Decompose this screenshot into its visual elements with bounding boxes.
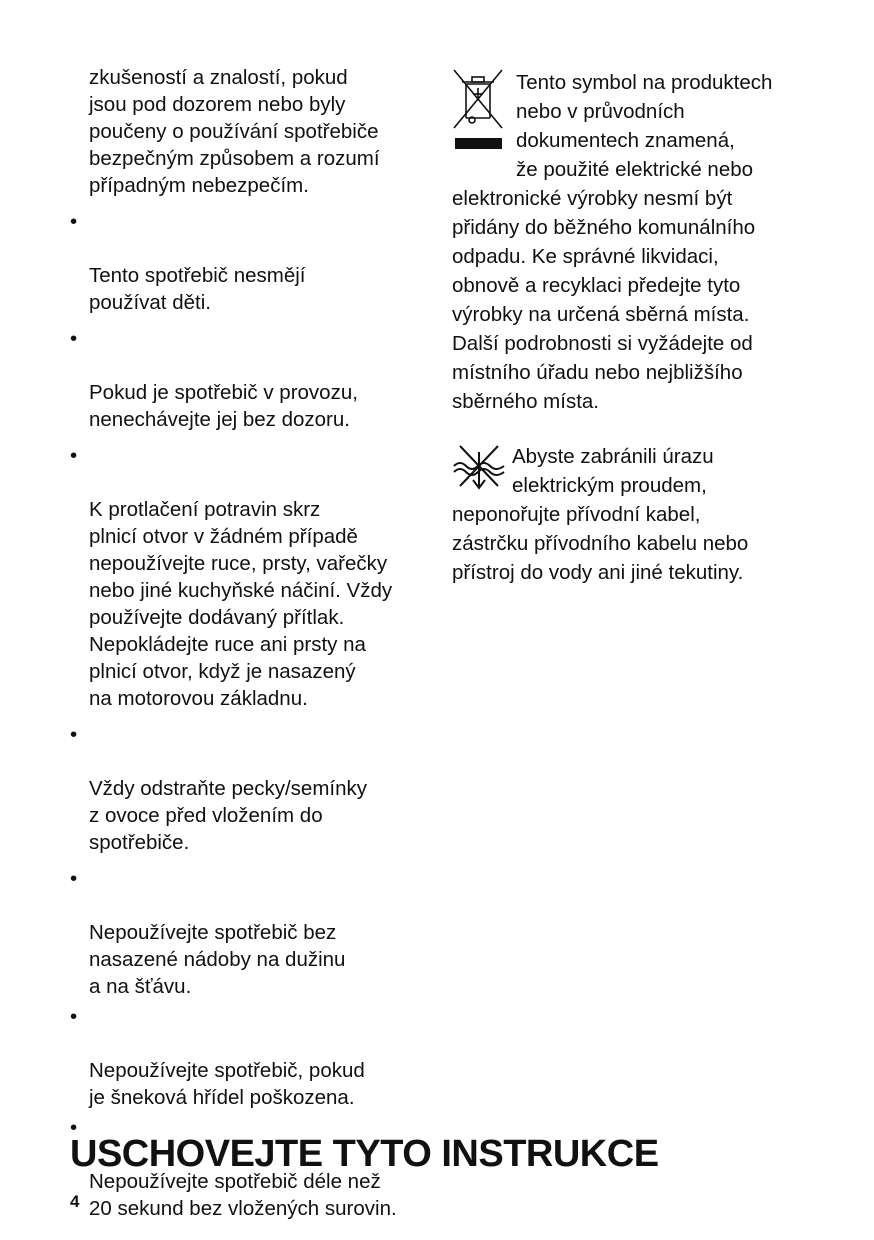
bullet-text: Nepoužívejte spotřebič, pokud je šneková hřídel poškozena. bbox=[89, 1059, 365, 1109]
no-immersion-electric-shock-icon bbox=[452, 442, 506, 500]
bullet-dot: • bbox=[70, 327, 78, 350]
bullet-text: Nepoužívejte spotřebič déle než 20 sekund bez vložených surovin. bbox=[89, 1170, 397, 1220]
bullet-dot: • bbox=[70, 444, 78, 467]
bullet-item bbox=[70, 721, 435, 856]
water-notice-intro: Abyste zabránili úrazu elektrickým proudem, bbox=[512, 445, 714, 497]
bullet-text: Vždy odstraňte pecky/semínky z ovoce před vložením do spotřebiče. bbox=[89, 777, 368, 854]
bullet-dot: • bbox=[70, 1005, 78, 1028]
bullet-item bbox=[70, 208, 435, 316]
weee-notice bbox=[452, 68, 812, 416]
left-column bbox=[70, 64, 435, 1225]
crossed-out-wheelie-bin-icon bbox=[452, 68, 506, 158]
safety-bullet-list bbox=[70, 208, 435, 1222]
bullet-dot: • bbox=[70, 723, 78, 746]
bullet-text: Nepoužívejte spotřebič bez nasazené nádoby na dužinu a na šťávu. bbox=[89, 921, 346, 998]
bullet-dot: • bbox=[70, 210, 78, 233]
bullet-dot: • bbox=[70, 867, 78, 890]
page-number: 4 bbox=[70, 1192, 80, 1211]
bullet-item bbox=[70, 442, 435, 712]
bullet-dot: • bbox=[70, 1116, 78, 1139]
bullet-item bbox=[70, 325, 435, 433]
weee-notice-intro: Tento symbol na produktech nebo v průvodních dokumentech znamená, že použité elektrické nebo bbox=[516, 71, 773, 181]
section-heading: USCHOVEJTE TYTO INSTRUKCE bbox=[70, 1133, 659, 1175]
bullet-text: Tento spotřebič nesmějí používat děti. bbox=[89, 264, 306, 314]
bullet-item bbox=[70, 1003, 435, 1111]
water-notice bbox=[452, 442, 812, 587]
right-column bbox=[452, 68, 812, 587]
continued-paragraph: zkušeností a znalostí, pokud jsou pod dozorem nebo byly poučeny o používání spotřebiče bezpečným způsobem a rozumí případným nebezpečím. bbox=[89, 66, 380, 197]
bullet-item bbox=[70, 865, 435, 1000]
water-notice-text: neponořujte přívodní kabel, zástrčku přívodního kabelu nebo přístroj do vody ani jiné tekutiny. bbox=[452, 503, 749, 584]
bullet-text: Pokud je spotřebič v provozu, nenechávejte jej bez dozoru. bbox=[89, 381, 358, 431]
weee-notice-text: elektronické výrobky nesmí být přidány do běžného komunálního odpadu. Ke správné likvidaci, obnově a recyklaci předejte tyto výrobky na určená sběrná místa. Další podrobnosti si vyžádejte od místního úřadu nebo nejbližšího sběrného místa. bbox=[452, 187, 756, 413]
bullet-text: K protlačení potravin skrz plnicí otvor v žádném případě nepoužívejte ruce, prsty, vařečky nebo jiné kuchyňské náčiní. Vždy používejte dodávaný přítlak. Nepokládejte ruce ani prsty na plnicí otvor, když je nasazený na motorovou základnu. bbox=[89, 498, 393, 710]
